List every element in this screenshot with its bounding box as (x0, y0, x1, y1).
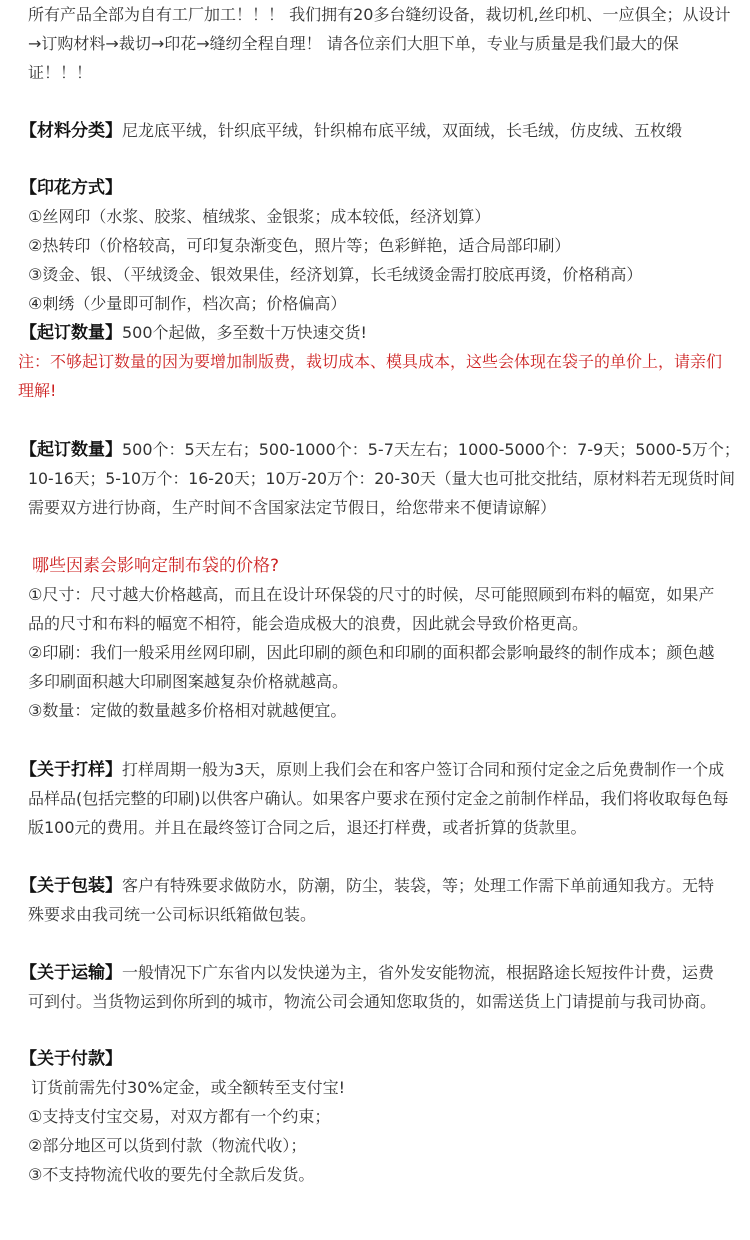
materials-text: 尼龙底平绒，针织底平绒，针织棉布底平绒，双面绒，长毛绒，仿皮绒、五枚缎 (122, 121, 683, 140)
factors-line-4: 多印刷面积越大印刷图案越复杂价格就越高。 (28, 672, 349, 691)
leadtime-section (20, 440, 740, 460)
sample-line-1: 打样周期一般为3天，原则上我们会在和客户签订合同和预付定金之后免费制作一个成 (122, 760, 725, 779)
leadtime-line-2: 10-16天；5-10万个：16-20天；10万-20万个：20-30天（量大也可批交批结，原材料若无现货时间 (28, 469, 736, 488)
sample-line-2: 品样品(包括完整的印刷)以供客户确认。如果客户要求在预付定金之前制作样品，我们将收取每色每 (28, 789, 729, 808)
leadtime-line-1: 500个：5天左右；500-1000个：5-7天左右；1000-5000个：7-9天；5000-5万个； (122, 440, 740, 459)
leadtime-heading: 【起订数量】 (20, 440, 122, 460)
printing-heading: 【印花方式】 (20, 178, 122, 198)
leadtime-line-3: 需要双方进行协商，生产时间不含国家法定节假日，给您带来不便请谅解） (28, 498, 557, 517)
payment-item-1: 订货前需先付30%定金，或全额转至支付宝! (31, 1078, 345, 1097)
packaging-line-1: 客户有特殊要求做防水，防潮，防尘，装袋，等；处理工作需下单前通知我方。无特 (122, 876, 715, 895)
printing-item-3: ③烫金、银、（平绒烫金、银效果佳，经济划算，长毛绒烫金需打胶底再烫，价格稍高） (28, 265, 643, 284)
shipping-line-2: 可到付。当货物运到你所到的城市，物流公司会通知您取货的，如需送货上门请提前与我司协商。 (28, 992, 717, 1011)
intro-line-3: 证！！！ (28, 63, 93, 82)
printing-item-2: ②热转印（价格较高，可印复杂渐变色，照片等；色彩鲜艳，适合局部印刷） (28, 236, 571, 255)
intro-line-1: 所有产品全部为自有工厂加工！！！ 我们拥有20多台缝纫设备，裁切机,丝印机、一应俱全；从设计 (28, 5, 731, 24)
factors-question: 哪些因素会影响定制布袋的价格? (32, 556, 280, 576)
payment-item-3: ②部分地区可以货到付款（物流代收）； (28, 1136, 307, 1155)
sample-section (20, 760, 724, 780)
factors-line-5: ③数量：定做的数量越多价格相对就越便宜。 (28, 701, 347, 720)
moq-heading: 【起订数量】 (20, 323, 122, 343)
factors-line-1: ①尺寸：尺寸越大价格越高，而且在设计环保袋的尺寸的时候，尽可能照顾到布料的幅宽，如果产 (28, 585, 715, 604)
materials-heading: 【材料分类】 (20, 121, 122, 141)
note-line-2: 理解! (18, 381, 57, 400)
shipping-heading: 【关于运输】 (20, 963, 122, 983)
printing-item-1: ①丝网印（水浆、胶浆、植绒浆、金银浆；成本较低，经济划算） (28, 207, 491, 226)
factors-line-3: ②印刷：我们一般采用丝网印刷，因此印刷的颜色和印刷的面积都会影响最终的制作成本；颜色越 (28, 643, 715, 662)
note-line-1: 注：不够起订数量的因为要增加制版费，裁切成本、模具成本，这些会体现在袋子的单价上，请亲们 (18, 352, 723, 371)
intro-line-2: →订购材料→裁切→印花→缝纫全程自理！ 请各位亲们大胆下单，专业与质量是我们最大的保 (28, 34, 679, 53)
materials-section (20, 121, 682, 141)
sample-line-3: 版100元的费用。并且在最终签订合同之后，退还打样费，或者折算的货款里。 (28, 818, 587, 837)
payment-item-2: ①支持支付宝交易，对双方都有一个约束； (28, 1107, 331, 1126)
packaging-line-2: 殊要求由我司统一公司标识纸箱做包装。 (28, 905, 317, 924)
shipping-section (20, 963, 714, 983)
packaging-section (20, 876, 714, 896)
moq-text: 500个起做，多至数十万快速交货! (122, 323, 367, 342)
printing-item-4: ④刺绣（少量即可制作，档次高；价格偏高） (28, 294, 347, 313)
moq-section (20, 323, 367, 343)
payment-item-4: ③不支持物流代收的要先付全款后发货。 (28, 1165, 315, 1184)
payment-heading: 【关于付款】 (20, 1049, 122, 1069)
shipping-line-1: 一般情况下广东省内以发快递为主，省外发安能物流，根据路途长短按件计费，运费 (122, 963, 715, 982)
packaging-heading: 【关于包装】 (20, 876, 122, 896)
sample-heading: 【关于打样】 (20, 760, 122, 780)
factors-line-2: 品的尺寸和布料的幅宽不相符，能会造成极大的浪费，因此就会导致价格更高。 (28, 614, 589, 633)
